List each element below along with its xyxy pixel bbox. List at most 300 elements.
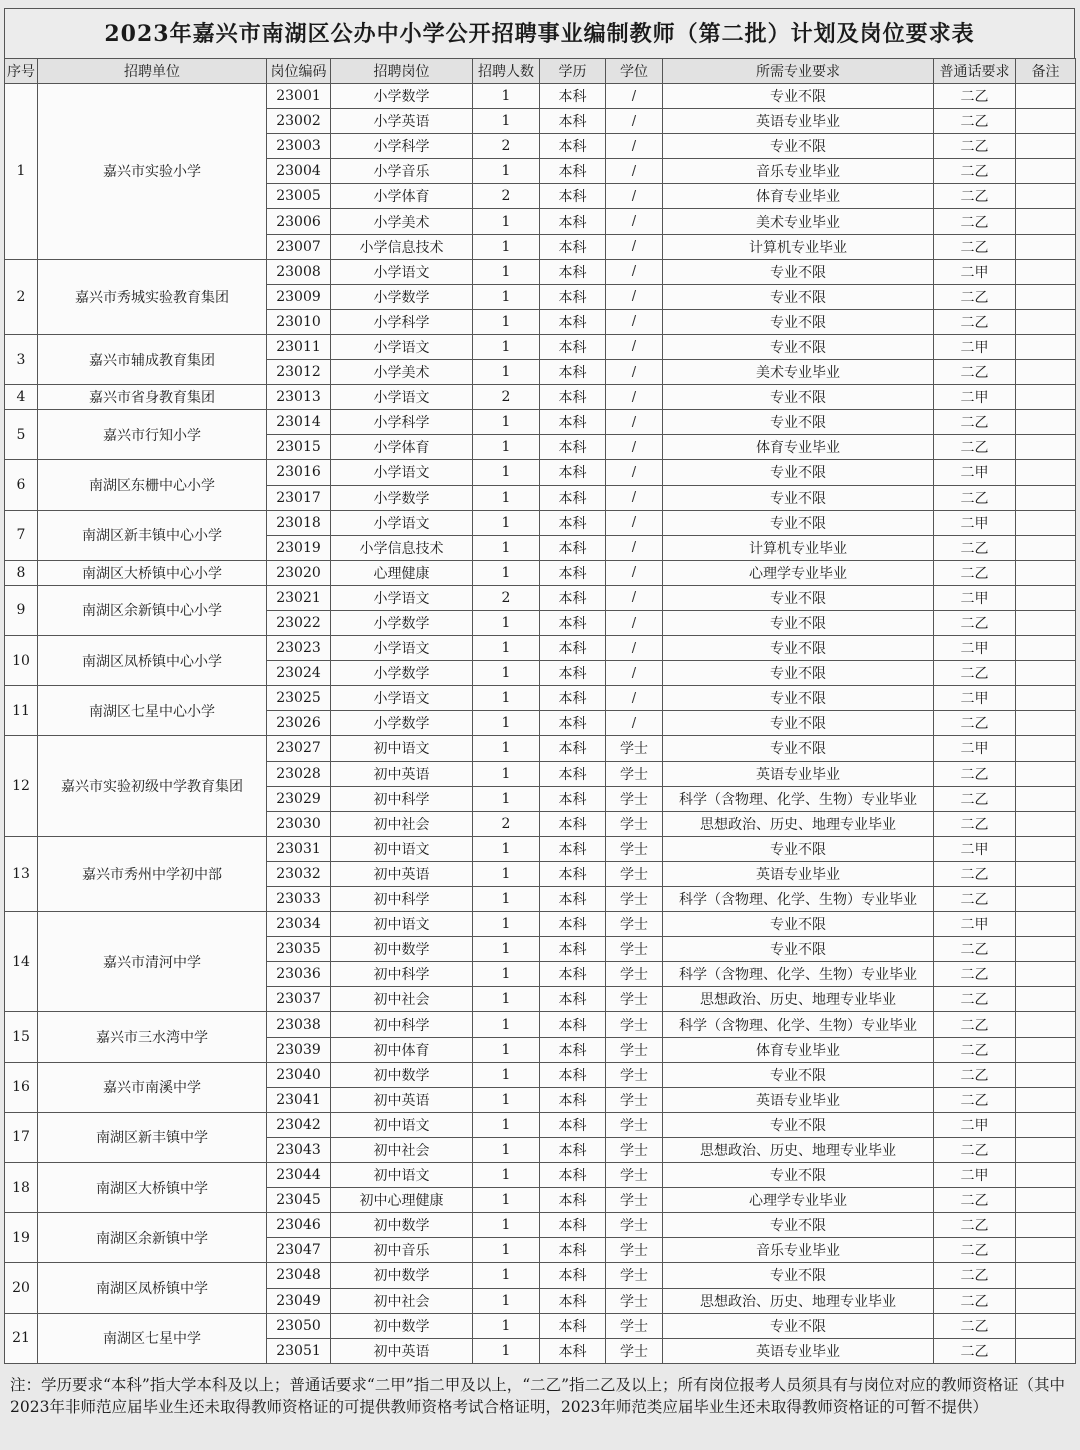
degree-cell: / — [606, 560, 663, 585]
major-requirement-cell: 音乐专业毕业 — [663, 159, 934, 184]
degree-cell: 学士 — [606, 1163, 663, 1188]
degree-cell: 学士 — [606, 736, 663, 761]
remarks-cell — [1016, 937, 1076, 962]
mandarin-level-cell: 二乙 — [934, 610, 1016, 635]
job-code-cell: 23004 — [267, 159, 331, 184]
major-requirement-cell: 专业不限 — [663, 1263, 934, 1288]
employer-cell: 嘉兴市秀城实验教育集团 — [38, 259, 267, 334]
remarks-cell — [1016, 585, 1076, 610]
headcount-cell: 1 — [473, 234, 540, 259]
header-cell: 招聘人数 — [473, 59, 540, 84]
header-cell: 岗位编码 — [267, 59, 331, 84]
remarks-cell — [1016, 234, 1076, 259]
job-code-cell: 23006 — [267, 209, 331, 234]
table-row — [5, 460, 1076, 485]
employer-cell: 南湖区七星中心小学 — [38, 686, 267, 736]
mandarin-level-cell: 二乙 — [934, 410, 1016, 435]
job-code-cell: 23051 — [267, 1338, 331, 1363]
remarks-cell — [1016, 636, 1076, 661]
serial-number-cell: 13 — [5, 836, 38, 911]
remarks-cell — [1016, 159, 1076, 184]
position-cell: 小学数学 — [331, 610, 473, 635]
remarks-cell — [1016, 259, 1076, 284]
major-requirement-cell: 专业不限 — [663, 585, 934, 610]
degree-cell: 学士 — [606, 836, 663, 861]
headcount-cell: 1 — [473, 1112, 540, 1137]
major-requirement-cell: 专业不限 — [663, 385, 934, 410]
education-cell: 本科 — [540, 1263, 606, 1288]
mandarin-level-cell: 二乙 — [934, 560, 1016, 585]
position-cell: 小学体育 — [331, 184, 473, 209]
remarks-cell — [1016, 460, 1076, 485]
table-row — [5, 836, 1076, 861]
major-requirement-cell: 科学（含物理、化学、生物）专业毕业 — [663, 1012, 934, 1037]
table-row — [5, 1062, 1076, 1087]
education-cell: 本科 — [540, 360, 606, 385]
major-requirement-cell: 体育专业毕业 — [663, 184, 934, 209]
job-code-cell: 23021 — [267, 585, 331, 610]
serial-number-cell: 19 — [5, 1213, 38, 1263]
position-cell: 小学数学 — [331, 661, 473, 686]
remarks-cell — [1016, 736, 1076, 761]
table-row — [5, 1163, 1076, 1188]
table-row — [5, 912, 1076, 937]
position-cell: 初中科学 — [331, 962, 473, 987]
job-code-cell: 23048 — [267, 1263, 331, 1288]
major-requirement-cell: 体育专业毕业 — [663, 435, 934, 460]
mandarin-level-cell: 二乙 — [934, 1263, 1016, 1288]
headcount-cell: 2 — [473, 585, 540, 610]
degree-cell: 学士 — [606, 962, 663, 987]
major-requirement-cell: 思想政治、历史、地理专业毕业 — [663, 811, 934, 836]
education-cell: 本科 — [540, 1163, 606, 1188]
position-cell: 初中社会 — [331, 811, 473, 836]
mandarin-level-cell: 二乙 — [934, 309, 1016, 334]
remarks-cell — [1016, 711, 1076, 736]
headcount-cell: 1 — [473, 887, 540, 912]
header-cell: 学历 — [540, 59, 606, 84]
major-requirement-cell: 英语专业毕业 — [663, 1338, 934, 1363]
position-cell: 初中心理健康 — [331, 1188, 473, 1213]
recruitment-table — [4, 58, 1076, 1364]
headcount-cell: 1 — [473, 1012, 540, 1037]
education-cell: 本科 — [540, 1213, 606, 1238]
major-requirement-cell: 心理学专业毕业 — [663, 560, 934, 585]
mandarin-level-cell: 二乙 — [934, 360, 1016, 385]
employer-cell: 嘉兴市实验初级中学教育集团 — [38, 736, 267, 836]
mandarin-level-cell: 二乙 — [934, 661, 1016, 686]
degree-cell: 学士 — [606, 1112, 663, 1137]
mandarin-level-cell: 二甲 — [934, 686, 1016, 711]
remarks-cell — [1016, 1112, 1076, 1137]
headcount-cell: 1 — [473, 309, 540, 334]
mandarin-level-cell: 二乙 — [934, 937, 1016, 962]
degree-cell: / — [606, 284, 663, 309]
job-code-cell: 23023 — [267, 636, 331, 661]
mandarin-level-cell: 二甲 — [934, 334, 1016, 359]
headcount-cell: 1 — [473, 711, 540, 736]
remarks-cell — [1016, 360, 1076, 385]
mandarin-level-cell: 二乙 — [934, 435, 1016, 460]
mandarin-level-cell: 二甲 — [934, 1112, 1016, 1137]
employer-cell: 南湖区凤桥镇中心小学 — [38, 636, 267, 686]
education-cell: 本科 — [540, 184, 606, 209]
degree-cell: / — [606, 686, 663, 711]
position-cell: 小学英语 — [331, 109, 473, 134]
headcount-cell: 1 — [473, 1213, 540, 1238]
employer-cell: 南湖区大桥镇中学 — [38, 1163, 267, 1213]
major-requirement-cell: 专业不限 — [663, 309, 934, 334]
remarks-cell — [1016, 861, 1076, 886]
position-cell: 小学数学 — [331, 84, 473, 109]
headcount-cell: 1 — [473, 84, 540, 109]
header-cell: 招聘单位 — [38, 59, 267, 84]
job-code-cell: 23037 — [267, 987, 331, 1012]
major-requirement-cell: 专业不限 — [663, 711, 934, 736]
education-cell: 本科 — [540, 1137, 606, 1162]
headcount-cell: 1 — [473, 284, 540, 309]
remarks-cell — [1016, 1137, 1076, 1162]
degree-cell: / — [606, 535, 663, 560]
position-cell: 小学美术 — [331, 360, 473, 385]
remarks-cell — [1016, 410, 1076, 435]
job-code-cell: 23003 — [267, 134, 331, 159]
position-cell: 小学语文 — [331, 385, 473, 410]
job-code-cell: 23036 — [267, 962, 331, 987]
major-requirement-cell: 专业不限 — [663, 610, 934, 635]
table-row — [5, 84, 1076, 109]
mandarin-level-cell: 二乙 — [934, 1313, 1016, 1338]
header-cell: 招聘岗位 — [331, 59, 473, 84]
serial-number-cell: 1 — [5, 84, 38, 260]
headcount-cell: 1 — [473, 485, 540, 510]
degree-cell: / — [606, 610, 663, 635]
mandarin-level-cell: 二乙 — [934, 887, 1016, 912]
remarks-cell — [1016, 209, 1076, 234]
table-row — [5, 1263, 1076, 1288]
remarks-cell — [1016, 1012, 1076, 1037]
employer-cell: 南湖区新丰镇中心小学 — [38, 510, 267, 560]
job-code-cell: 23027 — [267, 736, 331, 761]
headcount-cell: 1 — [473, 636, 540, 661]
remarks-cell — [1016, 1338, 1076, 1363]
position-cell: 初中语文 — [331, 912, 473, 937]
major-requirement-cell: 计算机专业毕业 — [663, 535, 934, 560]
table-row — [5, 1313, 1076, 1338]
mandarin-level-cell: 二乙 — [934, 1062, 1016, 1087]
education-cell: 本科 — [540, 385, 606, 410]
major-requirement-cell: 科学（含物理、化学、生物）专业毕业 — [663, 887, 934, 912]
remarks-cell — [1016, 184, 1076, 209]
education-cell: 本科 — [540, 1112, 606, 1137]
position-cell: 初中科学 — [331, 786, 473, 811]
job-code-cell: 23040 — [267, 1062, 331, 1087]
position-cell: 小学语文 — [331, 585, 473, 610]
position-cell: 初中音乐 — [331, 1238, 473, 1263]
mandarin-level-cell: 二乙 — [934, 811, 1016, 836]
education-cell: 本科 — [540, 1313, 606, 1338]
education-cell: 本科 — [540, 585, 606, 610]
major-requirement-cell: 思想政治、历史、地理专业毕业 — [663, 1137, 934, 1162]
job-code-cell: 23038 — [267, 1012, 331, 1037]
mandarin-level-cell: 二乙 — [934, 1137, 1016, 1162]
position-cell: 小学语文 — [331, 636, 473, 661]
degree-cell: / — [606, 410, 663, 435]
mandarin-level-cell: 二甲 — [934, 259, 1016, 284]
headcount-cell: 1 — [473, 109, 540, 134]
education-cell: 本科 — [540, 761, 606, 786]
serial-number-cell: 11 — [5, 686, 38, 736]
major-requirement-cell: 计算机专业毕业 — [663, 234, 934, 259]
headcount-cell: 2 — [473, 184, 540, 209]
mandarin-level-cell: 二乙 — [934, 485, 1016, 510]
mandarin-level-cell: 二乙 — [934, 84, 1016, 109]
education-cell: 本科 — [540, 1062, 606, 1087]
job-code-cell: 23007 — [267, 234, 331, 259]
header-cell: 所需专业要求 — [663, 59, 934, 84]
remarks-cell — [1016, 309, 1076, 334]
education-cell: 本科 — [540, 711, 606, 736]
mandarin-level-cell: 二乙 — [934, 284, 1016, 309]
remarks-cell — [1016, 1213, 1076, 1238]
employer-cell: 嘉兴市南溪中学 — [38, 1062, 267, 1112]
degree-cell: 学士 — [606, 811, 663, 836]
mandarin-level-cell: 二甲 — [934, 736, 1016, 761]
major-requirement-cell: 专业不限 — [663, 661, 934, 686]
education-cell: 本科 — [540, 284, 606, 309]
degree-cell: / — [606, 661, 663, 686]
job-code-cell: 23024 — [267, 661, 331, 686]
education-cell: 本科 — [540, 485, 606, 510]
table-row — [5, 736, 1076, 761]
headcount-cell: 1 — [473, 1037, 540, 1062]
table-row — [5, 1213, 1076, 1238]
position-cell: 小学音乐 — [331, 159, 473, 184]
position-cell: 初中数学 — [331, 1313, 473, 1338]
table-row — [5, 259, 1076, 284]
job-code-cell: 23013 — [267, 385, 331, 410]
degree-cell: 学士 — [606, 912, 663, 937]
job-code-cell: 23042 — [267, 1112, 331, 1137]
remarks-cell — [1016, 761, 1076, 786]
headcount-cell: 1 — [473, 535, 540, 560]
remarks-cell — [1016, 836, 1076, 861]
employer-cell: 嘉兴市辅成教育集团 — [38, 334, 267, 384]
mandarin-level-cell: 二乙 — [934, 1037, 1016, 1062]
education-cell: 本科 — [540, 460, 606, 485]
job-code-cell: 23026 — [267, 711, 331, 736]
job-code-cell: 23035 — [267, 937, 331, 962]
degree-cell: / — [606, 435, 663, 460]
serial-number-cell: 4 — [5, 385, 38, 410]
education-cell: 本科 — [540, 736, 606, 761]
employer-cell: 嘉兴市三水湾中学 — [38, 1012, 267, 1062]
table-row — [5, 636, 1076, 661]
remarks-cell — [1016, 887, 1076, 912]
major-requirement-cell: 专业不限 — [663, 1213, 934, 1238]
table-row — [5, 410, 1076, 435]
position-cell: 初中英语 — [331, 761, 473, 786]
headcount-cell: 1 — [473, 610, 540, 635]
education-cell: 本科 — [540, 134, 606, 159]
employer-cell: 南湖区大桥镇中心小学 — [38, 560, 267, 585]
mandarin-level-cell: 二乙 — [934, 209, 1016, 234]
degree-cell: / — [606, 510, 663, 535]
education-cell: 本科 — [540, 535, 606, 560]
headcount-cell: 1 — [473, 1137, 540, 1162]
serial-number-cell: 5 — [5, 410, 38, 460]
job-code-cell: 23033 — [267, 887, 331, 912]
remarks-cell — [1016, 334, 1076, 359]
education-cell: 本科 — [540, 510, 606, 535]
remarks-cell — [1016, 385, 1076, 410]
job-code-cell: 23032 — [267, 861, 331, 886]
serial-number-cell: 10 — [5, 636, 38, 686]
employer-cell: 南湖区东栅中心小学 — [38, 460, 267, 510]
job-code-cell: 23041 — [267, 1087, 331, 1112]
position-cell: 小学信息技术 — [331, 535, 473, 560]
mandarin-level-cell: 二乙 — [934, 786, 1016, 811]
mandarin-level-cell: 二乙 — [934, 987, 1016, 1012]
degree-cell: / — [606, 109, 663, 134]
degree-cell: / — [606, 360, 663, 385]
mandarin-level-cell: 二甲 — [934, 460, 1016, 485]
serial-number-cell: 15 — [5, 1012, 38, 1062]
degree-cell: 学士 — [606, 887, 663, 912]
position-cell: 小学美术 — [331, 209, 473, 234]
degree-cell: / — [606, 334, 663, 359]
job-code-cell: 23010 — [267, 309, 331, 334]
degree-cell: 学士 — [606, 1238, 663, 1263]
degree-cell: / — [606, 159, 663, 184]
position-cell: 小学体育 — [331, 435, 473, 460]
employer-cell: 南湖区七星中学 — [38, 1313, 267, 1363]
education-cell: 本科 — [540, 661, 606, 686]
position-cell: 初中科学 — [331, 1012, 473, 1037]
position-cell: 初中语文 — [331, 1163, 473, 1188]
job-code-cell: 23031 — [267, 836, 331, 861]
education-cell: 本科 — [540, 887, 606, 912]
major-requirement-cell: 专业不限 — [663, 334, 934, 359]
position-cell: 小学数学 — [331, 284, 473, 309]
serial-number-cell: 6 — [5, 460, 38, 510]
job-code-cell: 23046 — [267, 1213, 331, 1238]
mandarin-level-cell: 二乙 — [934, 1338, 1016, 1363]
mandarin-level-cell: 二乙 — [934, 761, 1016, 786]
serial-number-cell: 3 — [5, 334, 38, 384]
degree-cell: 学士 — [606, 1313, 663, 1338]
job-code-cell: 23017 — [267, 485, 331, 510]
job-code-cell: 23014 — [267, 410, 331, 435]
education-cell: 本科 — [540, 410, 606, 435]
employer-cell: 南湖区余新镇中学 — [38, 1213, 267, 1263]
education-cell: 本科 — [540, 84, 606, 109]
education-cell: 本科 — [540, 1012, 606, 1037]
mandarin-level-cell: 二乙 — [934, 1238, 1016, 1263]
degree-cell: 学士 — [606, 1037, 663, 1062]
degree-cell: / — [606, 711, 663, 736]
headcount-cell: 1 — [473, 360, 540, 385]
headcount-cell: 1 — [473, 1062, 540, 1087]
employer-cell: 嘉兴市实验小学 — [38, 84, 267, 260]
headcount-cell: 1 — [473, 209, 540, 234]
remarks-cell — [1016, 134, 1076, 159]
education-cell: 本科 — [540, 334, 606, 359]
degree-cell: / — [606, 234, 663, 259]
footnote: 注：学历要求“本科”指大学本科及以上；普通话要求“二甲”指二甲及以上，“二乙”指二乙及以上；所有岗位报考人员须具有与岗位对应的教师资格证（其中2023年非师范应届毕业生还未取得教师资格证的可提供教师资格考试合格证明，2023年师范类应届毕业生还未取得教师资格证的可暂不提供） — [4, 1370, 1075, 1422]
job-code-cell: 23034 — [267, 912, 331, 937]
major-requirement-cell: 专业不限 — [663, 259, 934, 284]
headcount-cell: 1 — [473, 786, 540, 811]
position-cell: 初中体育 — [331, 1037, 473, 1062]
headcount-cell: 1 — [473, 1313, 540, 1338]
mandarin-level-cell: 二甲 — [934, 510, 1016, 535]
major-requirement-cell: 思想政治、历史、地理专业毕业 — [663, 987, 934, 1012]
remarks-cell — [1016, 510, 1076, 535]
major-requirement-cell: 专业不限 — [663, 460, 934, 485]
table-row — [5, 334, 1076, 359]
job-code-cell: 23002 — [267, 109, 331, 134]
mandarin-level-cell: 二乙 — [934, 1012, 1016, 1037]
serial-number-cell: 14 — [5, 912, 38, 1012]
education-cell: 本科 — [540, 209, 606, 234]
degree-cell: 学士 — [606, 987, 663, 1012]
major-requirement-cell: 专业不限 — [663, 1112, 934, 1137]
major-requirement-cell: 专业不限 — [663, 686, 934, 711]
position-cell: 初中语文 — [331, 736, 473, 761]
mandarin-level-cell: 二乙 — [934, 109, 1016, 134]
mandarin-level-cell: 二乙 — [934, 535, 1016, 560]
position-cell: 初中社会 — [331, 1288, 473, 1313]
headcount-cell: 1 — [473, 962, 540, 987]
remarks-cell — [1016, 435, 1076, 460]
remarks-cell — [1016, 1188, 1076, 1213]
position-cell: 小学语文 — [331, 510, 473, 535]
remarks-cell — [1016, 1062, 1076, 1087]
position-cell: 初中社会 — [331, 987, 473, 1012]
mandarin-level-cell: 二甲 — [934, 836, 1016, 861]
table-row — [5, 385, 1076, 410]
serial-number-cell: 9 — [5, 585, 38, 635]
headcount-cell: 1 — [473, 259, 540, 284]
remarks-cell — [1016, 661, 1076, 686]
headcount-cell: 1 — [473, 987, 540, 1012]
major-requirement-cell: 专业不限 — [663, 1062, 934, 1087]
table-row — [5, 560, 1076, 585]
degree-cell: / — [606, 485, 663, 510]
job-code-cell: 23029 — [267, 786, 331, 811]
position-cell: 小学数学 — [331, 711, 473, 736]
job-code-cell: 23045 — [267, 1188, 331, 1213]
remarks-cell — [1016, 686, 1076, 711]
employer-cell: 嘉兴市清河中学 — [38, 912, 267, 1012]
degree-cell: / — [606, 585, 663, 610]
mandarin-level-cell: 二乙 — [934, 1087, 1016, 1112]
education-cell: 本科 — [540, 560, 606, 585]
education-cell: 本科 — [540, 234, 606, 259]
position-cell: 小学信息技术 — [331, 234, 473, 259]
remarks-cell — [1016, 1263, 1076, 1288]
job-code-cell: 23030 — [267, 811, 331, 836]
job-code-cell: 23028 — [267, 761, 331, 786]
job-code-cell: 23015 — [267, 435, 331, 460]
major-requirement-cell: 专业不限 — [663, 84, 934, 109]
position-cell: 小学语文 — [331, 334, 473, 359]
degree-cell: / — [606, 84, 663, 109]
degree-cell: 学士 — [606, 786, 663, 811]
mandarin-level-cell: 二甲 — [934, 636, 1016, 661]
major-requirement-cell: 科学（含物理、化学、生物）专业毕业 — [663, 786, 934, 811]
